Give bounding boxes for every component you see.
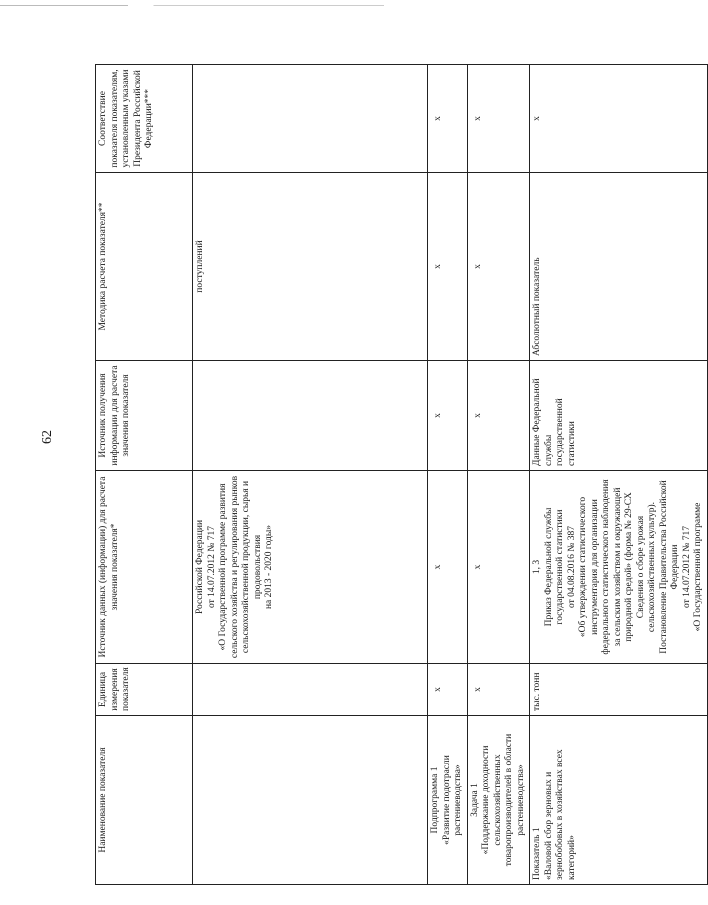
cell-data-source: х xyxy=(433,564,443,570)
scan-artifact-line xyxy=(0,5,640,6)
table-row xyxy=(428,65,468,885)
indicators-table xyxy=(95,64,708,885)
cell-compliance: х xyxy=(472,116,483,121)
table-row xyxy=(467,65,530,885)
cell-name: Подпрограмма 1 «Развитие подотрасли растениеводства» xyxy=(428,716,468,885)
cell-unit: х xyxy=(472,687,483,692)
cell-unit xyxy=(193,664,428,716)
table-header-row xyxy=(96,65,193,885)
cell-unit: тыс. тонн xyxy=(530,664,708,716)
header-unit: Единица измерения показателя xyxy=(96,664,193,716)
header-info-source: Источник получения информации для расчета значения показателя xyxy=(96,361,193,471)
cell-compliance xyxy=(193,65,428,173)
header-compliance: Соответствие показателя показателям, установленным указами Президента Российской Федерации*** xyxy=(96,65,193,173)
cell-info-source: Данные Федеральной службы государственной статистики xyxy=(530,361,708,471)
cell-unit: х xyxy=(433,687,443,692)
cell-info-source: х xyxy=(472,413,483,418)
header-indicator-name: Наименование показателя xyxy=(96,716,193,885)
table-row xyxy=(530,65,708,885)
rotated-table-container xyxy=(95,65,703,885)
page-number: 62 xyxy=(40,430,55,444)
cell-info-source xyxy=(193,361,428,471)
cell-name: Задача 1 «Поддержание доходности сельскохозяйственных товаропроизводителей в области растениеводства» xyxy=(467,716,530,885)
cell-info-source: х xyxy=(433,413,443,418)
header-data-source: Источник данных (информации) для расчета значения показателя* xyxy=(96,471,193,664)
cell-name: Показатель 1 «Валовой сбор зерновых и зернобобовых в хозяйствах всех категорий» xyxy=(530,716,708,885)
cell-compliance: х xyxy=(530,65,708,173)
cell-method: Абсолютный показатель xyxy=(530,173,708,361)
cell-data-source: х xyxy=(472,564,483,570)
cell-data-source: 1, 3 Приказ Федеральной службы государственной статистики от 04.08.2016 № 387 «Об утверждении статистического инструментария для организации федерального статистического наблюдения за сельским хозяйством и окружающей природной средой» (форма № 29-СХ Сведения о сборе урожая сельскохозяйственных культур). Постановление Правительства Российской Федерации от 14.07.2012 № 717 «О Государственной программе xyxy=(530,471,708,664)
cell-method: х xyxy=(472,264,483,269)
cell-method: поступлений xyxy=(193,173,428,361)
table-row xyxy=(193,65,428,885)
cell-name xyxy=(193,716,428,885)
cell-compliance: х xyxy=(433,116,443,121)
cell-method: х xyxy=(433,264,443,269)
header-method: Методика расчета показателя** xyxy=(96,173,193,361)
cell-data-source: Российской Федерации от 14.07.2012 № 717 «О Государственной программе развития сельского хозяйства и регулирования рынков сельскохозяйственной продукции, сырья и продовольствия на 2013 - 2020 годы» xyxy=(193,471,428,664)
